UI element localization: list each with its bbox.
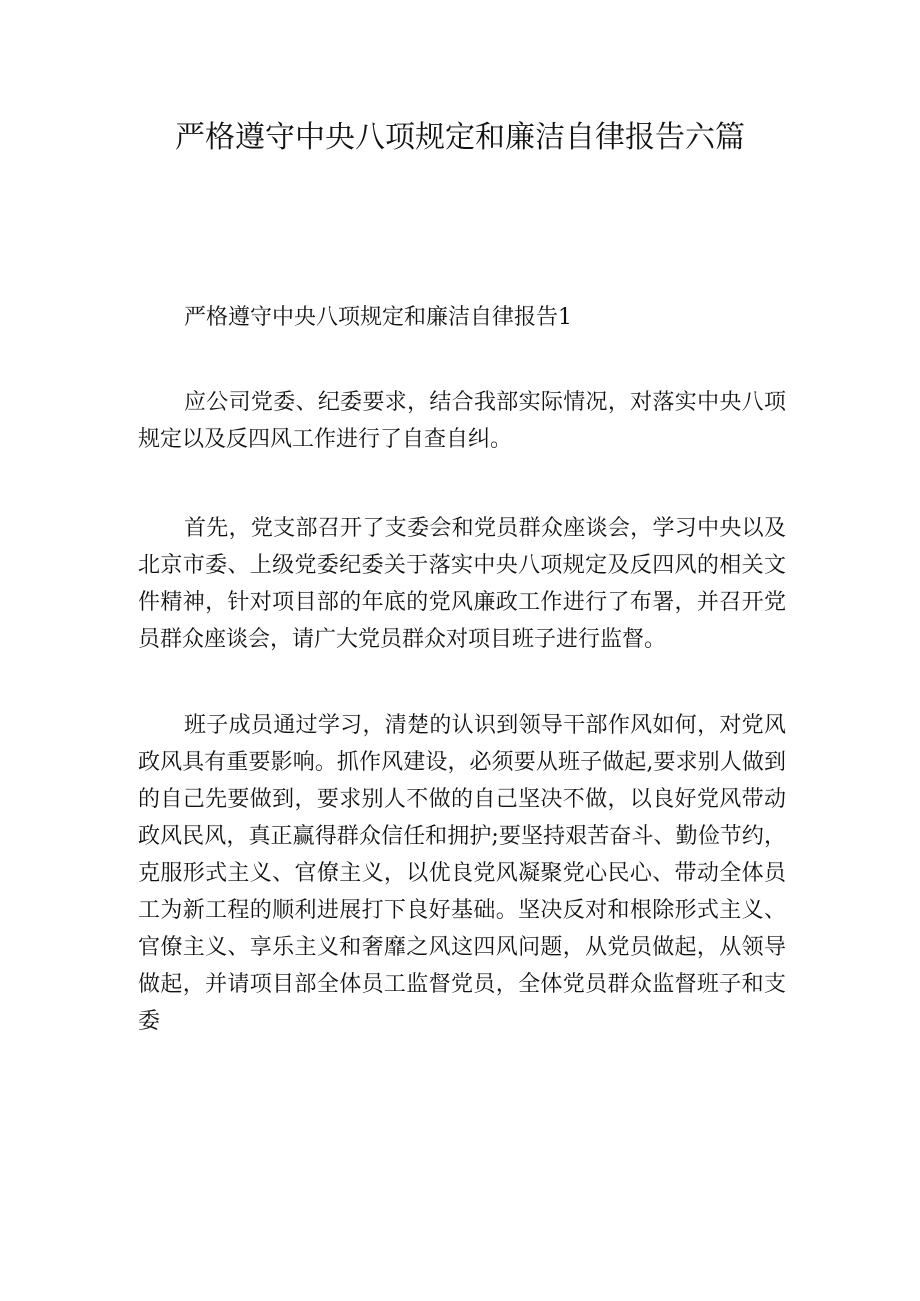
paragraph-1: 应公司党委、纪委要求，结合我部实际情况，对落实中央八项规定以及反四风工作进行了自查自纠。 [138,390,786,452]
section-heading: 严格遵守中央八项规定和廉洁自律报告1 [184,305,572,330]
document-title: 严格遵守中央八项规定和廉洁自律报告六篇 [175,120,745,155]
paragraph-2: 首先，党支部召开了支委会和党员群众座谈会，学习中央以及北京市委、上级党委纪委关于落实中央八项规定及反四风的相关文件精神，针对项目部的年底的党风廉政工作进行了布署，并召开党员群众座谈会，请广大党员群众对项目班子进行监督。 [138,516,786,652]
paragraph-3: 班子成员通过学习，清楚的认识到领导干部作风如何，对党风政风具有重要影响。抓作风建设，必须要从班子做起,要求别人做到的自己先要做到，要求别人不做的自己坚决不做，以良好党风带动政风民风，真正赢得群众信任和拥护;要坚持艰苦奋斗、勤俭节约，克服形式主义、官僚主义，以优良党风凝聚党心民心、带动全体员工为新工程的顺利进展打下良好基础。坚决反对和根除形式主义、官僚主义、享乐主义和奢靡之风这四风问题，从党员做起，从领导做起，并请项目部全体员工监督党员，全体党员群众监督班子和支委 [138,713,786,1034]
